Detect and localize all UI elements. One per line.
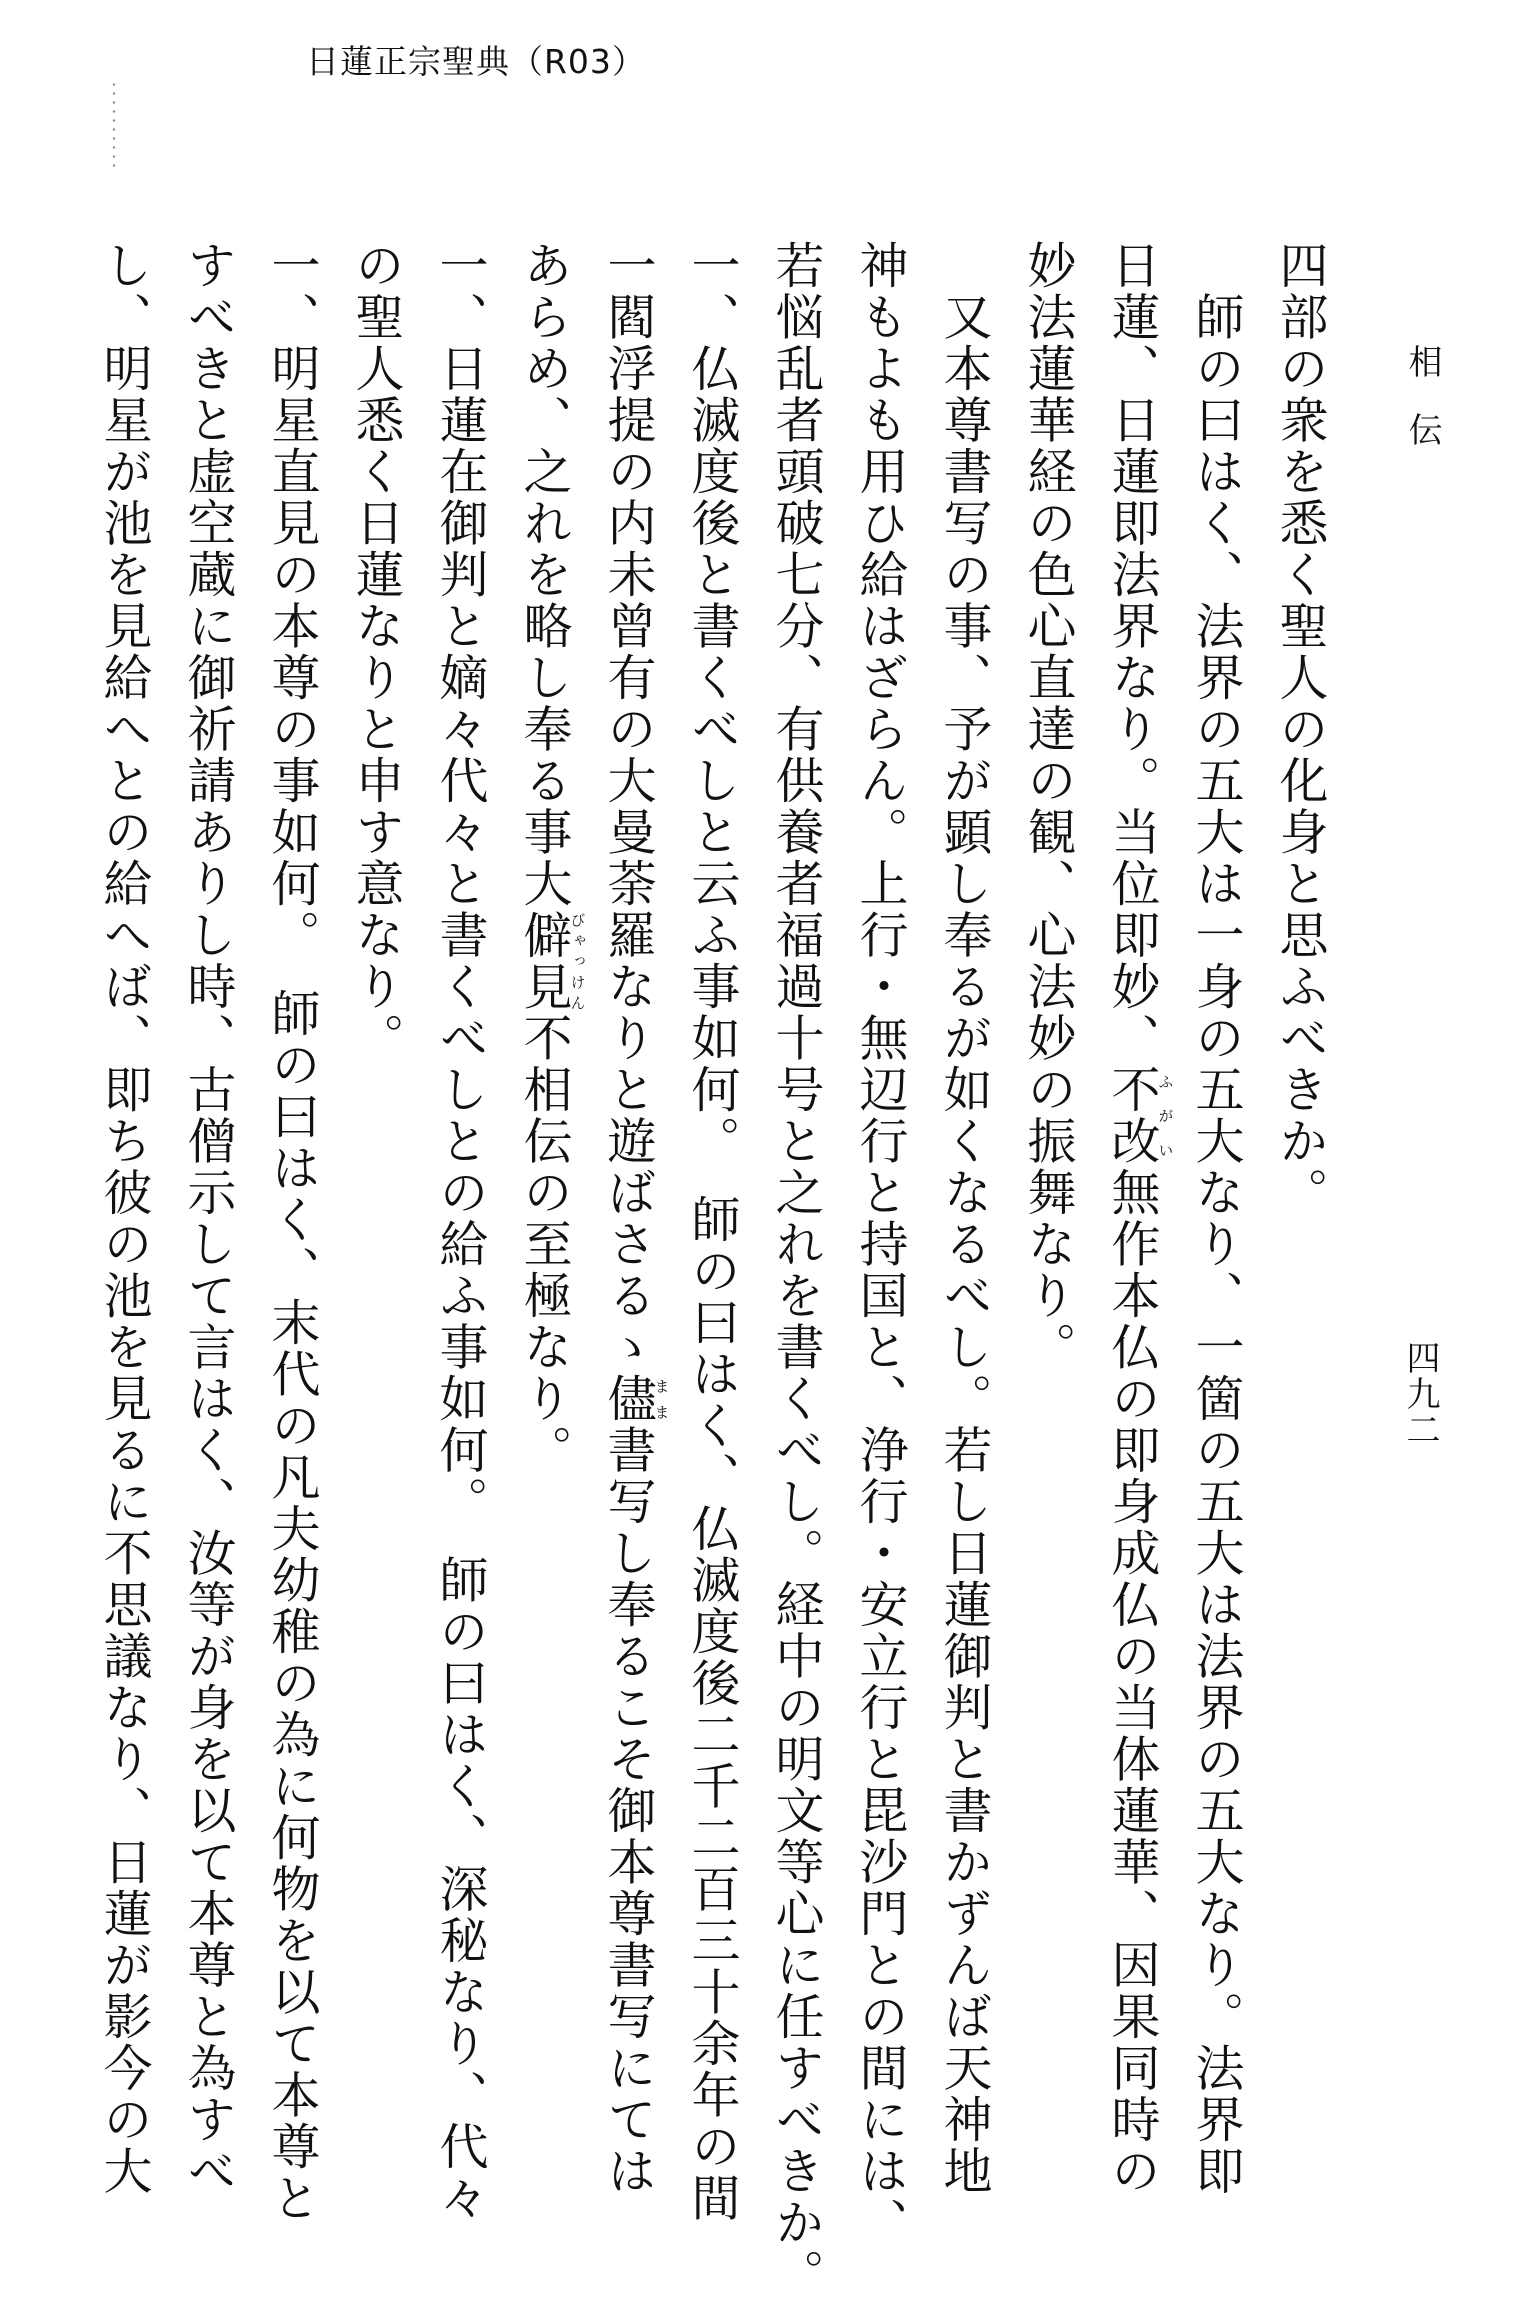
header-title: 日蓮正宗聖典（R03）	[306, 42, 646, 81]
text-column-14: すべきと虚空蔵に御祈請ありし時、古僧示して言はく、汝等が身を以て本尊と為すべ	[180, 240, 237, 2197]
furigana-3: 僻見びゃっけん	[516, 909, 587, 1013]
text-column-2: 師の曰はく、法界の五大は一身の五大なり、一箇の五大は法界の五大なり。法界即	[1188, 240, 1245, 2197]
furigana-1: 不改ふがい	[1104, 1064, 1175, 1167]
furigana-2: 儘まま	[600, 1373, 671, 1425]
text-column-1: 四部の衆を悉く聖人の化身と思ふべきか。	[1272, 240, 1329, 1219]
margin-dots	[112, 80, 116, 170]
text-column-9: 一閻浮提の内未曾有の大曼荼羅なりと遊ばさるゝ儘まま書写し奉るこそ御本尊書写にては	[600, 240, 671, 2197]
text-column-12: の聖人悉く日蓮なりと申す意なり。	[348, 240, 405, 1064]
page-number: 四九二	[1400, 1340, 1440, 1448]
text-column-8: 一、仏滅度後と書くべしと云ふ事如何。 師の曰はく、仏滅度後二千二百三十余年の間	[684, 240, 741, 2224]
text-column-6: 神もよも用ひ給はざらん。上行・無辺行と持国と、浄行・安立行と毘沙門との間には、	[852, 240, 909, 2249]
text-column-7: 若悩乱者頭破七分、有供養者福過十号と之れを書くべし。経中の明文等心に任すべきか。	[768, 240, 825, 2300]
text-column-13: 一、明星直見の本尊の事如何。 師の曰はく、末代の凡夫幼稚の為に何物を以て本尊と	[264, 240, 321, 2224]
text-column-10: あらめ、之れを略し奉る事大僻見びゃっけん不相伝の至極なり。	[516, 240, 587, 1476]
body-text	[96, 240, 1342, 2300]
text-column-15: し、明星が池を見給へとの給へば、即ち彼の池を見るに不思議なり、日蓮が影今の大	[96, 240, 153, 2197]
text-column-4: 妙法蓮華経の色心直達の観、心法妙の振舞なり。	[1020, 240, 1077, 1373]
text-column-5: 又本尊書写の事、予が顕し奉るが如くなるべし。若し日蓮御判と書かずんば天神地	[936, 240, 993, 2197]
text-column-11: 一、日蓮在御判と嫡々代々と書くべしとの給ふ事如何。 師の曰はく、深秘なり、代々	[432, 240, 489, 2224]
text-column-3: 日蓮、日蓮即法界なり。当位即妙、不改ふがい無作本仏の即身成仏の当体蓮華、因果同時の	[1104, 240, 1175, 2197]
section-label: 相伝	[1402, 344, 1442, 480]
